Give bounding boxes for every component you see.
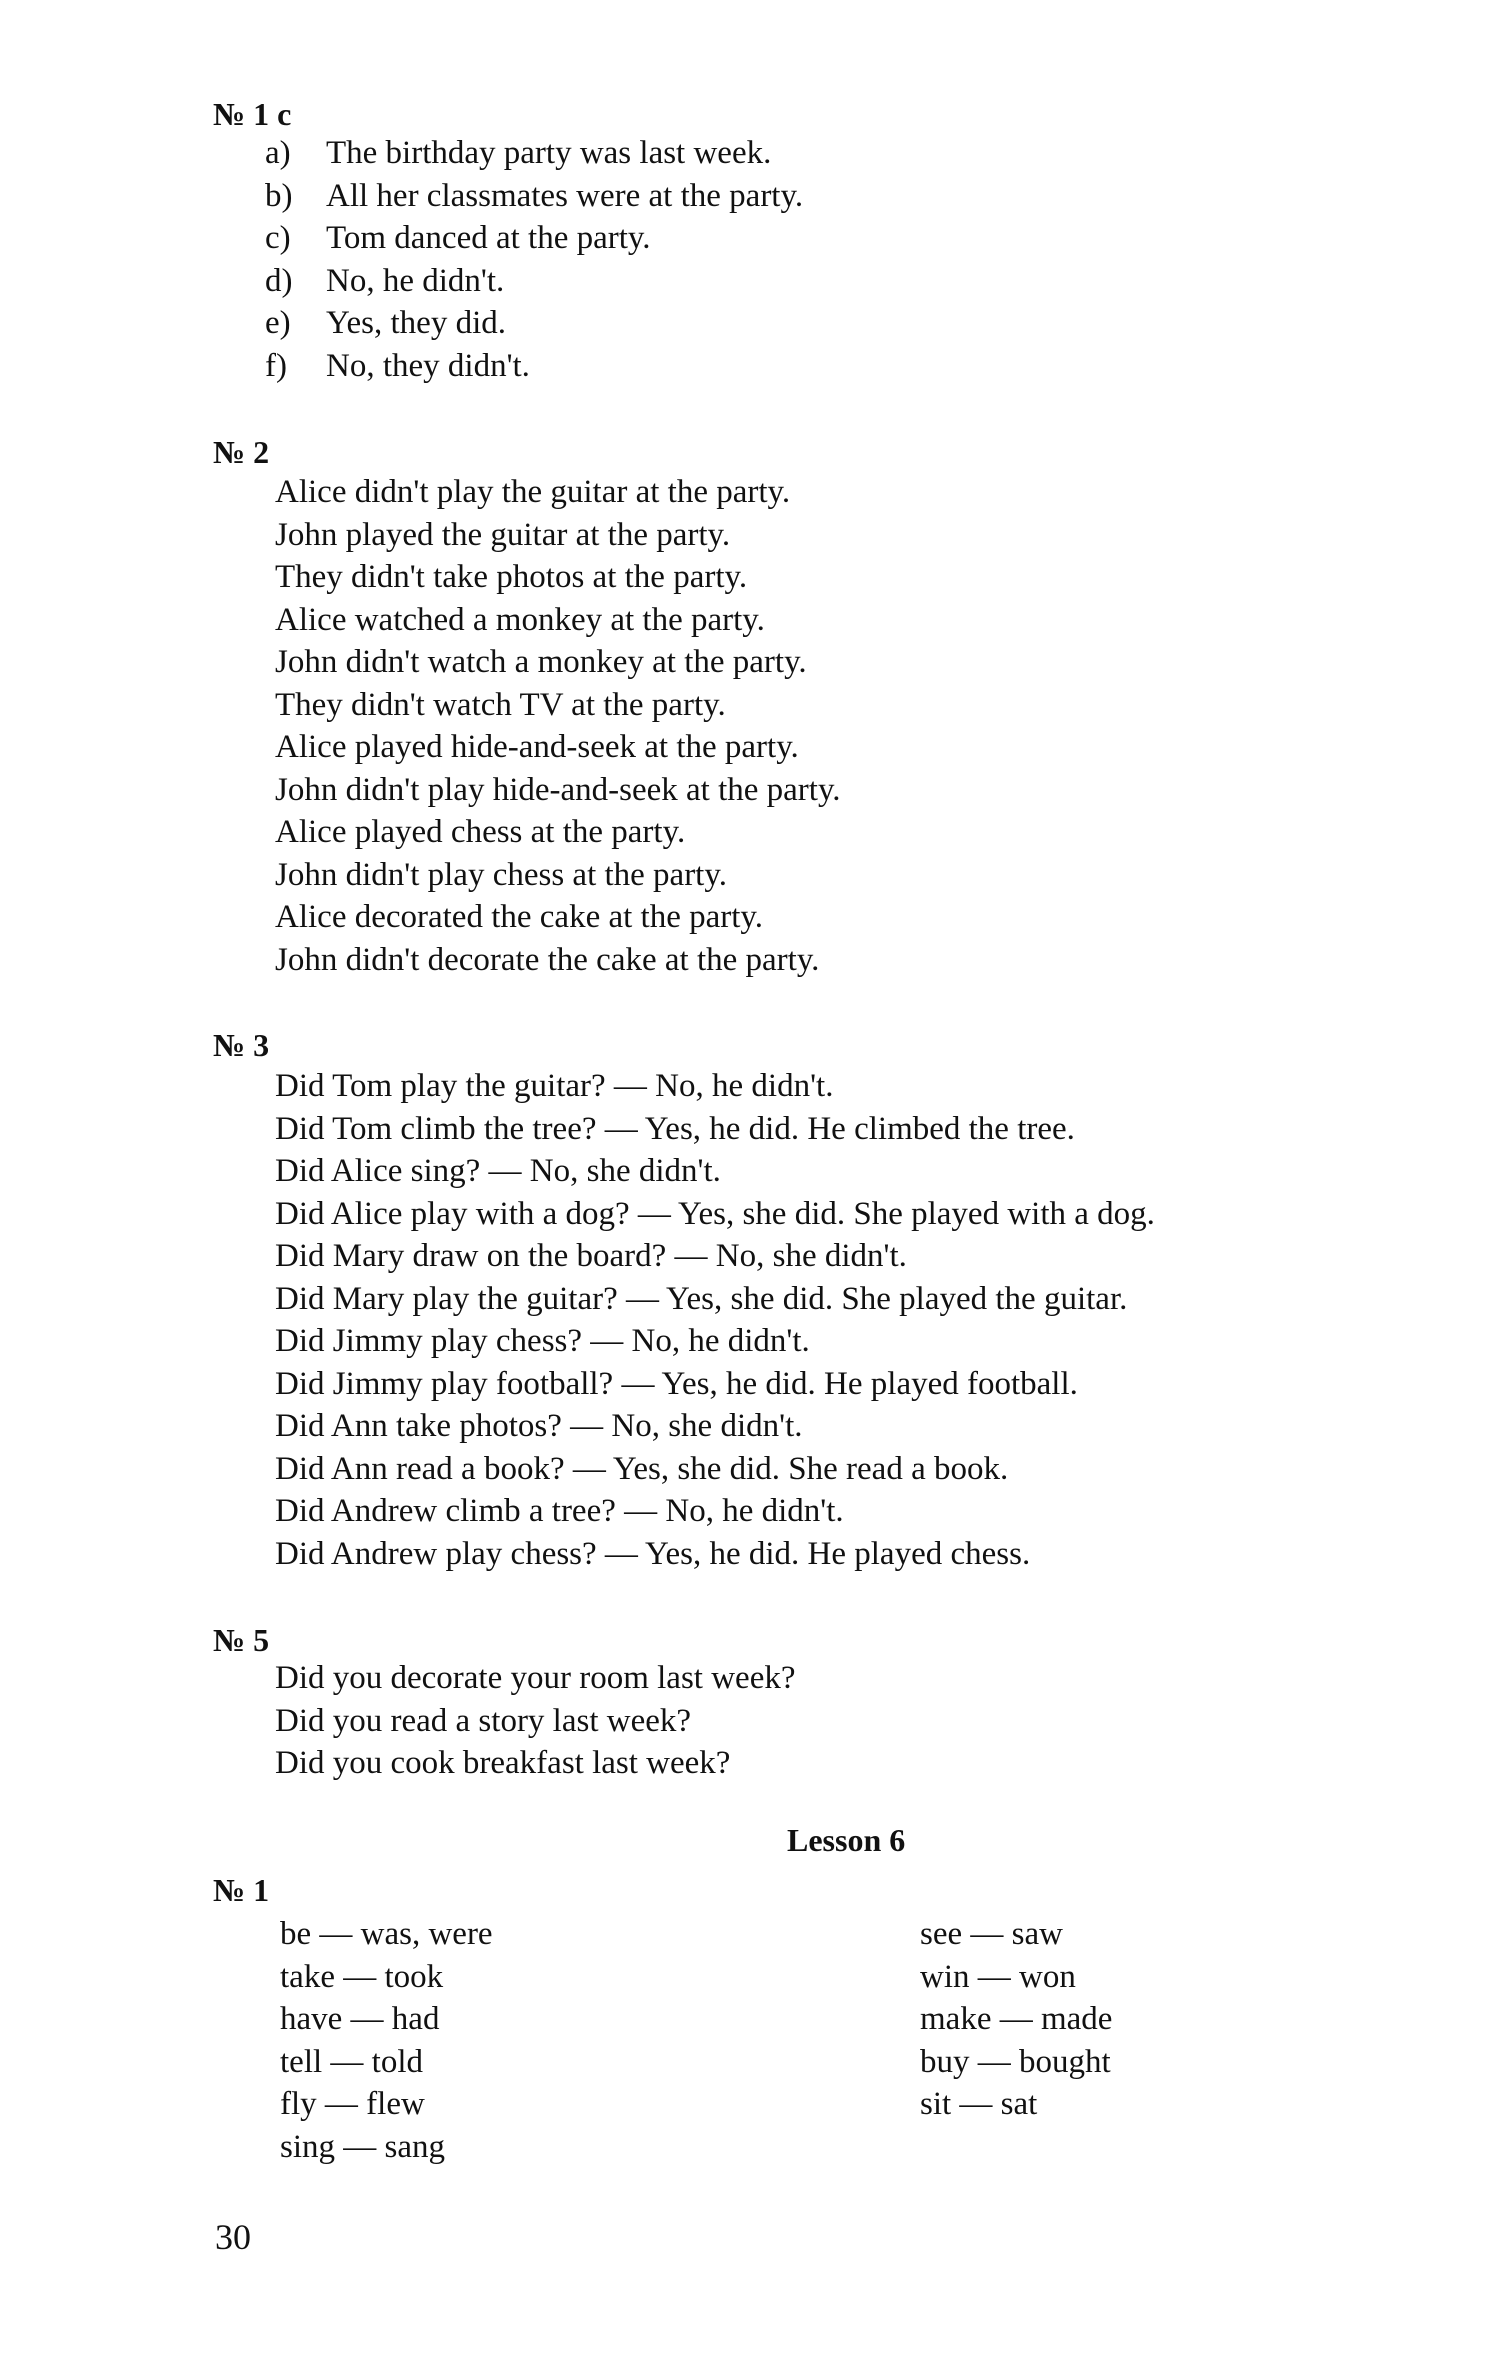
text-line: Did Tom climb the tree? — Yes, he did. He climbed the tree. xyxy=(275,1110,1075,1147)
section-2-lines xyxy=(275,471,841,981)
text-line: Did Andrew climb a tree? — No, he didn't. xyxy=(275,1493,844,1529)
text-line: Alice decorated the cake at the party. xyxy=(275,899,764,935)
verb-form: have — had xyxy=(280,2001,440,2037)
verb-form: see — saw xyxy=(920,1916,1063,1952)
text-line: Did Alice sing? — No, she didn't. xyxy=(275,1153,721,1189)
section-3-heading: № 3 xyxy=(213,1027,270,1063)
text-line: Did you cook breakfast last week? xyxy=(275,1745,731,1781)
text-line: John didn't play chess at the party. xyxy=(275,856,727,893)
answer-letter: c) xyxy=(265,220,291,256)
answer-text: No, they didn't. xyxy=(326,347,530,384)
answer-letter: d) xyxy=(265,262,293,299)
text-line: Alice watched a monkey at the party. xyxy=(275,601,765,638)
section-1c-answers xyxy=(265,132,803,387)
answer-d xyxy=(265,260,803,303)
section-1c-heading: № 1 c xyxy=(213,96,292,132)
text-line: John played the guitar at the party. xyxy=(275,516,731,553)
text-line: Did you read a story last week? xyxy=(275,1702,692,1739)
answer-text: Yes, they did. xyxy=(326,305,507,341)
answer-letter: e) xyxy=(265,305,291,341)
verb-form: make — made xyxy=(920,2001,1113,2037)
verb-form: sing — sang xyxy=(280,2128,445,2165)
verb-form: fly — flew xyxy=(280,2086,425,2122)
text-line: Did Jimmy play football? — Yes, he did. He played football. xyxy=(275,1365,1078,1402)
verb-form: buy — bought xyxy=(920,2043,1111,2080)
page-number: 30 xyxy=(215,2217,251,2257)
answer-e xyxy=(265,302,803,345)
text-line: Did Tom play the guitar? — No, he didn't. xyxy=(275,1068,834,1104)
lesson-title: Lesson 6 xyxy=(787,1822,906,1858)
text-line: Alice played chess at the party. xyxy=(275,814,686,850)
answer-text: The birthday party was last week. xyxy=(326,135,772,171)
text-line: Alice played hide-and-seek at the party. xyxy=(275,729,799,765)
text-line: John didn't decorate the cake at the party. xyxy=(275,941,820,978)
answer-text: No, he didn't. xyxy=(326,262,505,299)
text-line: Did you decorate your room last week? xyxy=(275,1660,796,1696)
answer-c xyxy=(265,217,803,260)
text-line: Alice didn't play the guitar at the party. xyxy=(275,474,791,510)
text-line: Did Mary draw on the board? — No, she didn't. xyxy=(275,1238,907,1274)
section-5-lines xyxy=(275,1657,796,1785)
text-line: Did Ann read a book? — Yes, she did. She read a book. xyxy=(275,1450,1009,1487)
answer-text: Tom danced at the party. xyxy=(326,220,651,256)
verb-form: sit — sat xyxy=(920,2086,1038,2122)
verb-form: win — won xyxy=(920,1958,1076,1995)
answer-a xyxy=(265,132,803,175)
answer-letter: b) xyxy=(265,177,293,214)
answer-letter: a) xyxy=(265,135,291,171)
section-5-heading: № 5 xyxy=(213,1622,270,1658)
lesson-6-section-1-heading: № 1 xyxy=(213,1872,270,1908)
text-line: Did Mary play the guitar? — Yes, she did. She played the guitar. xyxy=(275,1280,1128,1317)
answer-f xyxy=(265,345,803,388)
verb-form: take — took xyxy=(280,1958,444,1995)
text-line: Did Andrew play chess? — Yes, he did. He played chess. xyxy=(275,1535,1031,1572)
text-line: Did Jimmy play chess? — No, he didn't. xyxy=(275,1323,810,1359)
verb-forms-right-column xyxy=(920,1913,1112,2126)
answer-text: All her classmates were at the party. xyxy=(326,177,804,214)
answer-letter: f) xyxy=(265,347,287,384)
section-2-heading: № 2 xyxy=(213,434,270,470)
verb-form: be — was, were xyxy=(280,1916,493,1952)
text-line: Did Alice play with a dog? — Yes, she did. She played with a dog. xyxy=(275,1195,1155,1232)
text-line: Did Ann take photos? — No, she didn't. xyxy=(275,1408,803,1444)
verb-forms-left-column xyxy=(280,1913,493,2168)
text-line: John didn't play hide-and-seek at the party. xyxy=(275,771,841,808)
answer-b xyxy=(265,175,803,218)
verb-form: tell — told xyxy=(280,2043,423,2080)
section-3-lines xyxy=(275,1065,1155,1575)
text-line: They didn't take photos at the party. xyxy=(275,559,748,595)
text-line: John didn't watch a monkey at the party. xyxy=(275,644,807,680)
text-line: They didn't watch TV at the party. xyxy=(275,686,726,723)
